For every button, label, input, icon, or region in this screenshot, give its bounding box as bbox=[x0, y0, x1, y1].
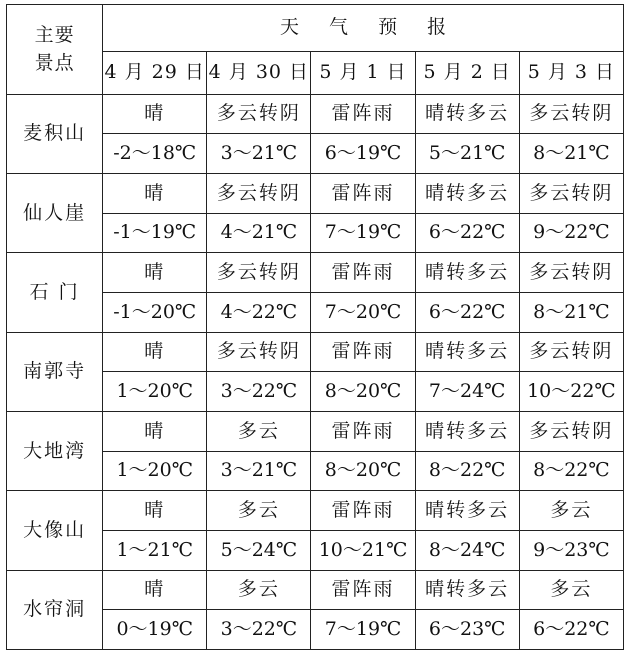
temperature-cell: 6～22℃ bbox=[415, 292, 519, 332]
weather-cell: 雷阵雨 bbox=[311, 411, 415, 451]
weather-cell: 多云转阴 bbox=[519, 332, 623, 372]
weather-cell: 晴转多云 bbox=[415, 570, 519, 610]
weather-cell: 多云转阴 bbox=[519, 411, 623, 451]
temperature-cell: 6～22℃ bbox=[415, 213, 519, 253]
weather-cell: 晴 bbox=[103, 491, 207, 531]
weather-cell: 晴 bbox=[103, 570, 207, 610]
weather-row bbox=[7, 173, 624, 213]
weather-row bbox=[7, 94, 624, 134]
temperature-cell: 10～22℃ bbox=[519, 372, 623, 412]
temperature-cell: 0～19℃ bbox=[103, 610, 207, 650]
corner-header-cell bbox=[7, 5, 103, 95]
weather-cell: 雷阵雨 bbox=[311, 332, 415, 372]
weather-cell: 晴 bbox=[103, 332, 207, 372]
weather-cell: 多云转阴 bbox=[207, 173, 311, 213]
weather-cell: 多云转阴 bbox=[207, 253, 311, 293]
weather-cell: 晴 bbox=[103, 411, 207, 451]
spot-name-cell: 大像山 bbox=[7, 491, 103, 570]
spot-name-cell: 麦积山 bbox=[7, 94, 103, 173]
temperature-cell: 7～19℃ bbox=[311, 610, 415, 650]
temperature-cell: 8～21℃ bbox=[519, 292, 623, 332]
temperature-cell: 6～22℃ bbox=[519, 610, 623, 650]
temperature-cell: 6～23℃ bbox=[415, 610, 519, 650]
weather-cell: 多云 bbox=[207, 570, 311, 610]
weather-cell: 晴 bbox=[103, 173, 207, 213]
weather-cell: 雷阵雨 bbox=[311, 491, 415, 531]
temperature-cell: 3～21℃ bbox=[207, 451, 311, 491]
temperature-cell: 3～21℃ bbox=[207, 134, 311, 174]
weather-cell: 雷阵雨 bbox=[311, 253, 415, 293]
weather-forecast-table bbox=[6, 4, 624, 650]
temperature-cell: -1～19℃ bbox=[103, 213, 207, 253]
date-header-cell: 5 月 3 日 bbox=[519, 51, 623, 94]
temperature-cell: 1～20℃ bbox=[103, 372, 207, 412]
weather-cell: 雷阵雨 bbox=[311, 570, 415, 610]
temperature-cell: 8～24℃ bbox=[415, 530, 519, 570]
temperature-cell: 8～21℃ bbox=[519, 134, 623, 174]
weather-cell: 多云转阴 bbox=[207, 94, 311, 134]
temperature-cell: 7～20℃ bbox=[311, 292, 415, 332]
weather-row bbox=[7, 491, 624, 531]
weather-cell: 多云转阴 bbox=[207, 332, 311, 372]
temperature-cell: 4～21℃ bbox=[207, 213, 311, 253]
weather-row bbox=[7, 332, 624, 372]
temperature-cell: 8～22℃ bbox=[415, 451, 519, 491]
temperature-cell: 8～20℃ bbox=[311, 372, 415, 412]
temperature-cell: 8～22℃ bbox=[519, 451, 623, 491]
header-row bbox=[7, 5, 624, 52]
temperature-cell: 5～21℃ bbox=[415, 134, 519, 174]
spot-name-cell: 大地湾 bbox=[7, 411, 103, 490]
temperature-cell: 4～22℃ bbox=[207, 292, 311, 332]
temperature-cell: -2～18℃ bbox=[103, 134, 207, 174]
weather-cell: 多云转阴 bbox=[519, 173, 623, 213]
temperature-cell: 8～20℃ bbox=[311, 451, 415, 491]
weather-row bbox=[7, 253, 624, 293]
spot-name-cell: 南郭寺 bbox=[7, 332, 103, 411]
corner-label-line1: 主要 bbox=[34, 23, 75, 46]
weather-cell: 晴转多云 bbox=[415, 94, 519, 134]
table-body bbox=[7, 5, 624, 650]
spot-name-cell: 石 门 bbox=[7, 253, 103, 332]
forecast-title: 天 气 预 报 bbox=[103, 5, 624, 52]
weather-cell: 多云转阴 bbox=[519, 94, 623, 134]
temperature-cell: 1～20℃ bbox=[103, 451, 207, 491]
temperature-cell: 7～24℃ bbox=[415, 372, 519, 412]
weather-cell: 晴 bbox=[103, 253, 207, 293]
weather-cell: 多云 bbox=[207, 411, 311, 451]
weather-cell: 雷阵雨 bbox=[311, 173, 415, 213]
date-header-cell: 4 月 30 日 bbox=[207, 51, 311, 94]
weather-cell: 晴转多云 bbox=[415, 253, 519, 293]
temperature-cell: 7～19℃ bbox=[311, 213, 415, 253]
weather-cell: 多云 bbox=[519, 491, 623, 531]
weather-row bbox=[7, 570, 624, 610]
date-header-cell: 5 月 1 日 bbox=[311, 51, 415, 94]
corner-label-line2: 景点 bbox=[34, 52, 75, 75]
temperature-cell: 6～19℃ bbox=[311, 134, 415, 174]
temperature-cell: 3～22℃ bbox=[207, 610, 311, 650]
weather-cell: 晴转多云 bbox=[415, 332, 519, 372]
weather-cell: 晴转多云 bbox=[415, 173, 519, 213]
spot-name-cell: 仙人崖 bbox=[7, 173, 103, 252]
temperature-cell: -1～20℃ bbox=[103, 292, 207, 332]
weather-cell: 晴转多云 bbox=[415, 491, 519, 531]
weather-cell: 晴 bbox=[103, 94, 207, 134]
weather-cell: 多云 bbox=[519, 570, 623, 610]
temperature-cell: 9～23℃ bbox=[519, 530, 623, 570]
date-header-cell: 4 月 29 日 bbox=[103, 51, 207, 94]
temperature-cell: 5～24℃ bbox=[207, 530, 311, 570]
weather-cell: 多云转阴 bbox=[519, 253, 623, 293]
temperature-cell: 9～22℃ bbox=[519, 213, 623, 253]
weather-cell: 晴转多云 bbox=[415, 411, 519, 451]
weather-cell: 雷阵雨 bbox=[311, 94, 415, 134]
temperature-cell: 3～22℃ bbox=[207, 372, 311, 412]
weather-row bbox=[7, 411, 624, 451]
temperature-cell: 10～21℃ bbox=[311, 530, 415, 570]
date-header-cell: 5 月 2 日 bbox=[415, 51, 519, 94]
spot-name-cell: 水帘洞 bbox=[7, 570, 103, 649]
weather-cell: 多云 bbox=[207, 491, 311, 531]
temperature-cell: 1～21℃ bbox=[103, 530, 207, 570]
